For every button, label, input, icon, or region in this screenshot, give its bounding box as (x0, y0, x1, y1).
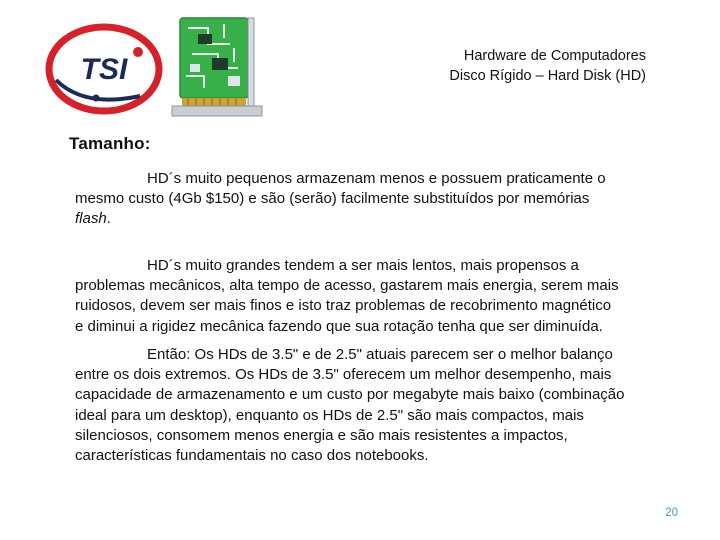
paragraph-line: mesmo custo (4Gb $150) e são (serão) facilmente substituídos por memórias (75, 190, 590, 208)
page-number: 20 (665, 507, 678, 519)
paragraph-line: silenciosos, consomem menos energia e são mais resistentes a impactos, (75, 426, 568, 444)
paragraph-line: HD´s muito grandes tendem a ser mais lentos, mais propensos a (147, 257, 579, 274)
paragraph-line: problemas mecânicos, alta tempo de acesso, gastarem mais energia, serem mais (75, 277, 619, 295)
paragraph-line: HD´s muito pequenos armazenam menos e possuem praticamente o (147, 170, 606, 187)
paragraph-line: e diminui a rigidez mecânica fazendo que sua rotação tenha que ser diminuída. (75, 317, 603, 335)
emphasis-flash: flash (75, 210, 107, 228)
paragraph-2 (75, 256, 715, 337)
paragraph-line: capacidade de armazenamento e um custo por megabyte mais baixo (combinação (75, 386, 625, 404)
paragraph-line: Então: Os HDs de 3.5" e de 2.5" atuais parecem ser o melhor balanço (147, 346, 613, 363)
logo-dot-icon (133, 47, 143, 57)
header-line-2: Disco Rígido – Hard Disk (HD) (449, 68, 646, 84)
paragraph-line: ideal para um desktop), enquanto os HDs de 2.5" são mais compactos, mais (75, 406, 584, 424)
circuit-board-card-icon (168, 14, 264, 122)
paragraph-3 (75, 345, 715, 466)
paragraph-line: entre os dois extremos. Os HDs de 3.5" oferecem um melhor desempenho, mais (75, 366, 612, 384)
paragraph-line: características fundamentais no caso dos notebooks. (75, 447, 429, 465)
logo-text: TSI (80, 53, 128, 86)
tsi-logo (44, 22, 166, 116)
section-heading: Tamanho: (69, 134, 151, 153)
slide-header (326, 46, 646, 86)
header-line-1: Hardware de Computadores (463, 48, 646, 64)
paragraph-line: ruidosos, devem ser mais finos e isto traz problemas de recobrimento magnético (75, 297, 612, 315)
paragraph-1: HD´s muito pequenos armazenam menos e possuem praticamente o mesmo custo (4Gb $150) e são (serão) facilmente substituídos por memórias flash. (75, 169, 715, 230)
